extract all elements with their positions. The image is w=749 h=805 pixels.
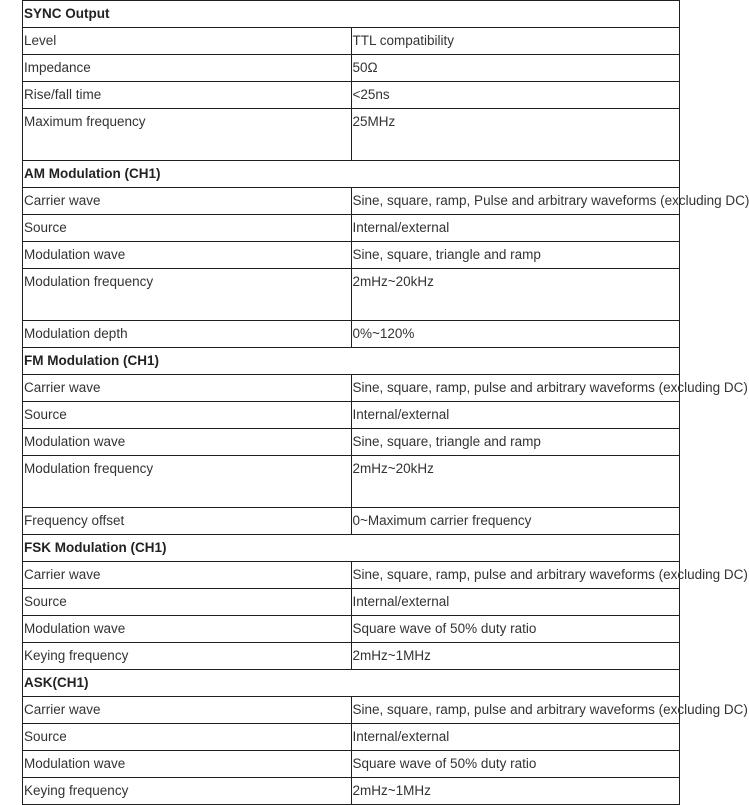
section-title: FSK Modulation (CH1) (23, 535, 680, 562)
spec-value: Sine, square, ramp, pulse and arbitrary waveforms (excluding DC) (351, 697, 680, 724)
spec-value: Sine, square, triangle and ramp (351, 429, 680, 456)
spec-row (23, 724, 680, 751)
spec-value: Internal/external (351, 215, 680, 242)
spec-row (23, 751, 680, 778)
spec-label: Impedance (23, 55, 352, 82)
spec-row (23, 269, 680, 321)
spec-label: Modulation depth (23, 321, 352, 348)
spec-label: Modulation frequency (23, 269, 352, 321)
spec-table-body (23, 1, 749, 805)
spec-label: Keying frequency (23, 778, 352, 805)
spec-row (23, 82, 680, 109)
spec-label: Source (23, 589, 352, 616)
spec-label: Source (23, 402, 352, 429)
spec-value: 2mHz~20kHz (351, 269, 680, 321)
spec-row (23, 778, 680, 805)
spec-row (23, 562, 680, 589)
spec-value: 2mHz~1MHz (351, 643, 680, 670)
spec-row (23, 188, 680, 215)
spec-value: 0~Maximum carrier frequency (351, 508, 680, 535)
spec-label: Source (23, 215, 352, 242)
section-title: AM Modulation (CH1) (23, 161, 680, 188)
spec-row (23, 508, 680, 535)
spec-value: Internal/external (351, 589, 680, 616)
spec-row (23, 28, 680, 55)
spec-value: 2mHz~20kHz (351, 456, 680, 508)
spec-row (23, 321, 680, 348)
spec-label: Carrier wave (23, 697, 352, 724)
spec-label: Modulation wave (23, 429, 352, 456)
spec-row (23, 643, 680, 670)
spec-value: 0%~120% (351, 321, 680, 348)
spec-label: Source (23, 724, 352, 751)
spec-value: 2mHz~1MHz (351, 778, 680, 805)
spec-label: Level (23, 28, 352, 55)
section-header-row (23, 348, 680, 375)
section-header-row (23, 1, 680, 28)
spec-row (23, 242, 680, 269)
spec-row (23, 55, 680, 82)
spec-value: Sine, square, ramp, Pulse and arbitrary waveforms (excluding DC) (351, 188, 680, 215)
spec-value: Sine, square, triangle and ramp (351, 242, 680, 269)
section-header-row (23, 161, 680, 188)
section-title: FM Modulation (CH1) (23, 348, 680, 375)
section-header-row (23, 535, 680, 562)
spec-value: Sine, square, ramp, pulse and arbitrary waveforms (excluding DC) (351, 375, 680, 402)
spec-value: Square wave of 50% duty ratio (351, 751, 680, 778)
spec-value: Internal/external (351, 402, 680, 429)
section-title: ASK(CH1) (23, 670, 680, 697)
spec-table (22, 0, 749, 805)
spec-row (23, 456, 680, 508)
spec-row (23, 375, 680, 402)
spec-value: Square wave of 50% duty ratio (351, 616, 680, 643)
section-header-row (23, 670, 680, 697)
spec-label: Modulation wave (23, 616, 352, 643)
spec-label: Modulation frequency (23, 456, 352, 508)
spec-row (23, 589, 680, 616)
spec-value: TTL compatibility (351, 28, 680, 55)
spec-value: 50Ω (351, 55, 680, 82)
spec-row (23, 616, 680, 643)
spec-label: Modulation wave (23, 242, 352, 269)
spec-label: Carrier wave (23, 562, 352, 589)
spec-value: 25MHz (351, 109, 680, 161)
spec-value: <25ns (351, 82, 680, 109)
spec-label: Modulation wave (23, 751, 352, 778)
spec-row (23, 402, 680, 429)
spec-label: Carrier wave (23, 375, 352, 402)
spec-label: Maximum frequency (23, 109, 352, 161)
section-title: SYNC Output (23, 1, 680, 28)
spec-row (23, 109, 680, 161)
spec-label: Frequency offset (23, 508, 352, 535)
spec-label: Rise/fall time (23, 82, 352, 109)
spec-row (23, 429, 680, 456)
spec-value: Internal/external (351, 724, 680, 751)
spec-label: Carrier wave (23, 188, 352, 215)
spec-value: Sine, square, ramp, pulse and arbitrary waveforms (excluding DC) (351, 562, 680, 589)
spec-row (23, 215, 680, 242)
spec-label: Keying frequency (23, 643, 352, 670)
spec-row (23, 697, 680, 724)
